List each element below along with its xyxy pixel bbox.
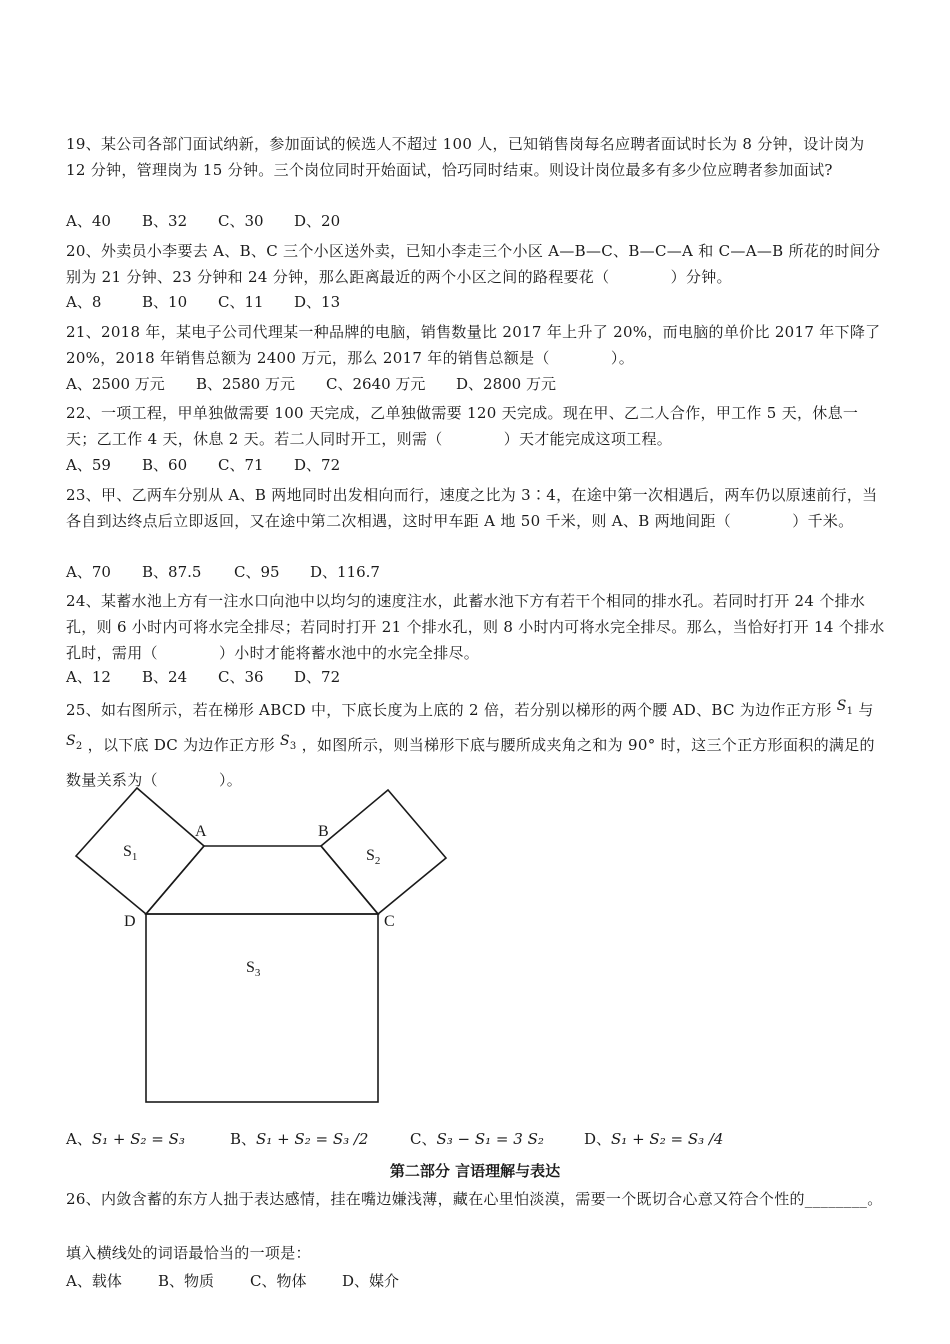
option-c: C、物体 xyxy=(250,1272,307,1290)
question-22-options xyxy=(66,454,340,476)
option-c: C、95 xyxy=(234,563,280,581)
option-c: C、71 xyxy=(218,456,264,474)
option-b: B、2580 万元 xyxy=(196,375,295,393)
option-d: D、116.7 xyxy=(310,563,380,581)
question-21: 21、2018 年，某电子公司代理某一种品牌的电脑，销售数量比 2017 年上升了 20%，而电脑的单价比 2017 年下降了 20%，2018 年销售总额为 2400 万元，那么 2017 年的销售总额是（ ）。 xyxy=(66,323,881,367)
option-d: D、72 xyxy=(294,668,341,686)
label-c: C xyxy=(384,913,395,930)
option-b: B、物质 xyxy=(158,1272,215,1290)
question-26-prompt: 填入横线处的词语最恰当的一项是： xyxy=(66,1244,311,1262)
option-c: C、2640 万元 xyxy=(326,375,426,393)
question-20: 20、外卖员小李要去 A、B、C 三个小区送外卖，已知小李走三个小区 A—B—C、B—C—A 和 C—A—B 所花的时间分别为 21 分钟、23 分钟和 24 分钟，那么距离最近的两个小区之间的路程要花（ ）分钟。 xyxy=(66,242,881,286)
question-24: 24、某蓄水池上方有一注水口向池中以均匀的速度注水，此蓄水池下方有若干个相同的排水孔。若同时打开 24 个排水孔，则 6 小时内可将水完全排尽；若同时打开 21 个排水孔，则 8 小时内可将水完全排尽。那么，当恰好打开 14 个排水孔时，需用（ ）小时才能将蓄水池中的水完全排尽。 xyxy=(66,592,885,662)
question-23: 23、甲、乙两车分别从 A、B 两地同时出发相向而行，速度之比为 3∶4，在途中第一次相遇后，两车仍以原速前行，当各自到达终点后立即返回，又在途中第二次相遇，这时甲车距 A 地 50 千米，则 A、B 两地间距（ ）千米。 xyxy=(66,486,878,530)
option-a: A、S₁ + S₂ = S₃ xyxy=(66,1130,185,1148)
square-s2 xyxy=(321,790,446,914)
question-19-options xyxy=(66,210,340,232)
option-b: B、32 xyxy=(142,212,188,230)
option-c: C、30 xyxy=(218,212,264,230)
option-b: B、24 xyxy=(142,668,188,686)
s2-symbol: $S_2$ xyxy=(66,732,83,752)
label-a: A xyxy=(195,823,207,840)
option-b: B、60 xyxy=(142,456,188,474)
square-s1 xyxy=(76,788,204,914)
option-b: B、S₁ + S₂ = S₃ /2 xyxy=(230,1130,369,1148)
option-d: D、20 xyxy=(294,212,341,230)
trapezoid-figure xyxy=(60,780,460,1110)
option-c: C、11 xyxy=(218,293,264,311)
label-s2: $S_2$ xyxy=(366,847,381,867)
option-b: B、87.5 xyxy=(142,563,202,581)
option-a: A、59 xyxy=(66,456,111,474)
label-b: B xyxy=(318,823,329,840)
question-22: 22、一项工程，甲单独做需要 100 天完成，乙单独做需要 120 天完成。现在甲、乙二人合作，甲工作 5 天，休息一天；乙工作 4 天，休息 2 天。若二人同时开工，则需（ ）天才能完成这项工程。 xyxy=(66,404,859,448)
question-26-options xyxy=(66,1270,399,1292)
question-24-options xyxy=(66,666,340,688)
option-a: A、70 xyxy=(66,563,111,581)
option-d: D、13 xyxy=(294,293,341,311)
option-a: A、40 xyxy=(66,212,111,230)
question-25-text-d: ，如图所示，则当梯形下底与腰所成夹角之和为 90° 时，这三个正方形面积的满足的数量关系为（ ）。 xyxy=(66,735,875,789)
section-heading: 第二部分 言语理解与表达 xyxy=(389,1162,561,1180)
question-20-options xyxy=(66,291,340,313)
option-d: D、S₁ + S₂ = S₃ /4 xyxy=(584,1130,724,1148)
option-c: C、36 xyxy=(218,668,264,686)
option-a: A、载体 xyxy=(66,1272,122,1290)
question-26: 26、内敛含蓄的东方人拙于表达感情，挂在嘴边嫌浅薄，藏在心里怕淡漠，需要一个既切合心意又符合个性的________。 xyxy=(66,1190,883,1208)
question-23-options xyxy=(66,561,380,583)
question-25-text-a: 25、如右图所示，若在梯形 ABCD 中，下底长度为上底的 2 倍，若分别以梯形的两个腰 AD、BC 为边作正方形 xyxy=(66,701,832,719)
option-d: D、2800 万元 xyxy=(456,375,556,393)
s3-symbol: $S_3$ xyxy=(279,732,297,752)
option-b: B、10 xyxy=(142,293,188,311)
option-d: D、媒介 xyxy=(342,1272,400,1290)
question-25 xyxy=(66,696,886,794)
option-a: A、2500 万元 xyxy=(66,375,165,393)
question-19: 19、某公司各部门面试纳新，参加面试的候选人不超过 100 人，已知销售岗每名应聘者面试时长为 8 分钟，设计岗为 12 分钟，管理岗为 15 分钟。三个岗位同时开始面试，恰巧同时结束。则设计岗位最多有多少位应聘者参加面试? xyxy=(66,135,865,179)
question-25-options xyxy=(66,1128,723,1150)
option-d: D、72 xyxy=(294,456,341,474)
label-d: D xyxy=(124,913,136,930)
s1-symbol: $S_1$ xyxy=(836,698,854,717)
question-25-text-b: 与 xyxy=(858,701,874,719)
trapezoid-abcd xyxy=(146,846,381,914)
label-s1: $S_1$ xyxy=(123,843,138,863)
option-a: A、12 xyxy=(66,668,111,686)
option-c: C、S₃ − S₁ = 3 S₂ xyxy=(410,1130,544,1148)
option-a: A、8 xyxy=(66,293,102,311)
question-25-text-c: ，以下底 DC 为边作正方形 xyxy=(87,735,275,754)
square-s3 xyxy=(146,914,378,1102)
label-s3: $S_3$ xyxy=(246,959,261,979)
question-21-options xyxy=(66,373,556,395)
